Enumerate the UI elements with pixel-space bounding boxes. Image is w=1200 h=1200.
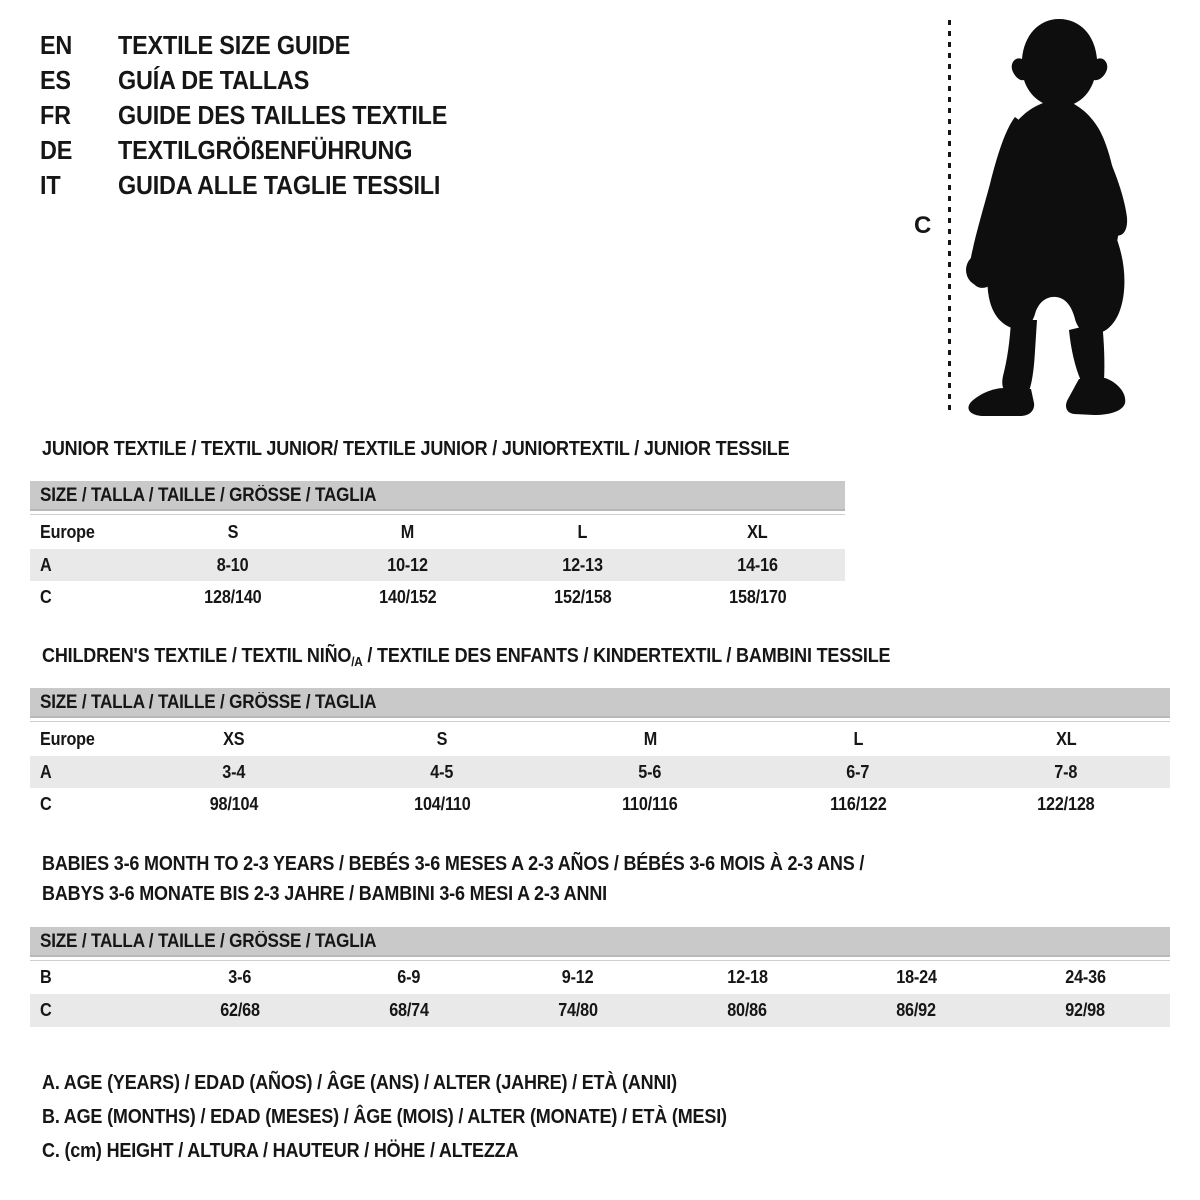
cell: S (436, 728, 448, 749)
cell: C (40, 1000, 52, 1020)
cell: 14-16 (737, 554, 778, 575)
nino-a-subscript: /A (351, 654, 363, 669)
junior-section-title: JUNIOR TEXTILE / TEXTIL JUNIOR/ TEXTILE JUNIOR / JUNIORTEXTIL / JUNIOR TESSILE (42, 438, 790, 460)
lang-code-en: EN (40, 30, 73, 60)
cell: 62/68 (219, 1000, 260, 1020)
cell: 6-7 (846, 761, 870, 782)
cell: 92/98 (1065, 1000, 1106, 1020)
page-title-es: GUÍA DE TALLAS (118, 65, 310, 95)
cell: 104/110 (413, 793, 471, 814)
cell: 158/170 (728, 586, 787, 607)
cell: A (40, 761, 52, 782)
babies-size-header-bar: SIZE / TALLA / TAILLE / GRÖSSE / TAGLIA (30, 927, 1170, 957)
lang-code-it: IT (40, 170, 61, 200)
children-size-header-bar: SIZE / TALLA / TAILLE / GRÖSSE / TAGLIA (30, 688, 1170, 718)
children-column-header-row (30, 722, 1170, 756)
cell: 74/80 (558, 1000, 598, 1020)
junior-size-header-bar: SIZE / TALLA / TAILLE / GRÖSSE / TAGLIA (30, 481, 845, 511)
cell: 5-6 (638, 761, 662, 782)
language-header (40, 28, 484, 203)
cell: XL (1055, 728, 1077, 749)
lang-row-it (40, 168, 484, 203)
children-row-height-cm (30, 788, 1170, 820)
lang-code-de: DE (40, 135, 73, 165)
lang-row-fr (40, 98, 484, 133)
cell: 128/140 (203, 586, 262, 607)
junior-size-table (30, 481, 845, 613)
cell: S (227, 521, 238, 542)
page-title-de: TEXTILGRÖßENFÜHRUNG (118, 135, 413, 165)
legend-line-b: B. AGE (MONTHS) / EDAD (MESES) / ÂGE (MOIS) / ALTER (MONATE) / ETÀ (MESI) (42, 1106, 727, 1128)
children-section-title: CHILDREN'S TEXTILE / TEXTIL $NIÑO_{/A}$ / TEXTILE DES ENFANTS / KINDERTEXTIL / BAMBINI TESSILE (42, 645, 891, 669)
cell: 7-8 (1054, 761, 1078, 782)
junior-row-age-years (30, 549, 845, 581)
cell: A (40, 554, 52, 575)
cell: 9-12 (562, 967, 594, 987)
measurement-legend (42, 1066, 803, 1168)
cell: L (577, 521, 588, 542)
lang-row-de (40, 133, 484, 168)
cell: 140/152 (378, 586, 437, 607)
cell: 4-5 (430, 761, 454, 782)
page-title-it: GUIDA ALLE TAGLIE TESSILI (118, 170, 441, 200)
cell: M (643, 728, 657, 749)
cell: 122/128 (1037, 793, 1095, 814)
cell: 24-36 (1065, 967, 1106, 987)
junior-row-height-cm (30, 581, 845, 613)
lang-code-es: ES (40, 65, 71, 95)
cell: 18-24 (896, 967, 937, 987)
cell: Europe (40, 728, 95, 749)
cell: 86/92 (896, 1000, 937, 1020)
children-row-age-years (30, 756, 1170, 788)
lang-row-es (40, 63, 484, 98)
cell: 3-6 (228, 967, 252, 987)
cell: 68/74 (388, 1000, 429, 1020)
cell: 152/158 (553, 586, 612, 607)
cell: XL (747, 521, 768, 542)
babies-size-table (30, 927, 1170, 1027)
cell: 6-9 (397, 967, 421, 987)
lang-code-fr: FR (40, 100, 71, 130)
cell: B (40, 967, 52, 987)
babies-row-height-cm (30, 994, 1170, 1027)
cell: L (853, 728, 863, 749)
cell: 3-4 (222, 761, 246, 782)
cell: 80/86 (727, 1000, 767, 1020)
cell: 110/116 (622, 793, 678, 814)
cell: 98/104 (209, 793, 259, 814)
toddler-silhouette-icon (957, 14, 1142, 419)
page-title-en: TEXTILE SIZE GUIDE (118, 30, 351, 60)
cell: 8-10 (216, 554, 249, 575)
cell: 116/122 (829, 793, 887, 814)
cell: 12-18 (726, 967, 768, 987)
cell: 10-12 (387, 554, 428, 575)
legend-line-c: C. (cm) HEIGHT / ALTURA / HAUTEUR / HÖHE / ALTEZZA (42, 1140, 519, 1162)
cell: C (40, 586, 52, 607)
cell: C (40, 793, 52, 814)
height-measure-label: C (914, 212, 932, 239)
junior-column-header-row (30, 515, 845, 549)
page-title-fr: GUIDE DES TAILLES TEXTILE (118, 100, 448, 130)
cell: 12-13 (562, 554, 603, 575)
cell: XS (223, 728, 245, 749)
cell: M (400, 521, 415, 542)
height-measure-dashed-line (948, 20, 951, 416)
children-size-table (30, 688, 1170, 820)
legend-line-a: A. AGE (YEARS) / EDAD (AÑOS) / ÂGE (ANS) / ALTER (JAHRE) / ETÀ (ANNI) (42, 1072, 677, 1094)
babies-row-age-months (30, 961, 1170, 994)
babies-section-title: BABIES 3-6 MONTH TO 2-3 YEARS / BEBÉS 3-6 MESES A 2-3 AÑOS / BÉBÉS 3-6 MOIS À 2-3 ANS / BABYS 3-6 MONATE BIS 2-3 JAHRE / BAMBINI 3-6 MESI A 2-3 ANNI (42, 853, 865, 905)
cell: Europe (40, 521, 95, 542)
lang-row-en (40, 28, 484, 63)
